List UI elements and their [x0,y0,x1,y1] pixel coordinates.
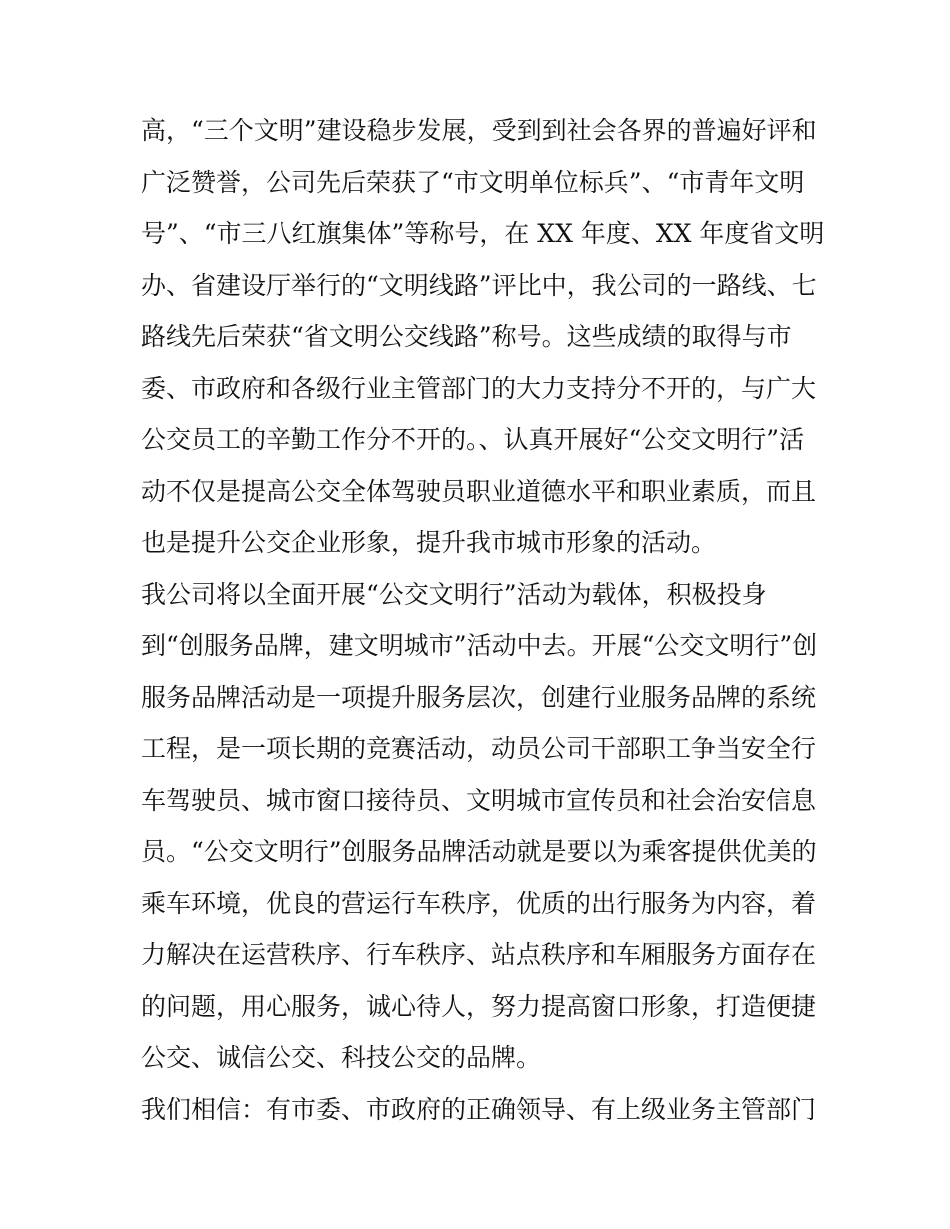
text-line: 力解决在运营秩序、行车秩序、站点秩序和车厢服务方面存在 [141,940,817,969]
text-line: 也是提升公交企业形象，提升我市城市形象的活动。 [141,528,717,557]
text-line: 工程，是一项长期的竞赛活动，动员公司干部职工争当安全行 [141,734,817,763]
text-line: 公交、诚信公交、科技公交的品牌。 [141,1043,542,1072]
text-line: 动不仅是提高公交全体驾驶员职业道德水平和职业素质，而且 [141,476,817,506]
text-line: 到“创服务品牌，建文明城市”活动中去。开展“公交文明行”创 [141,631,818,660]
text-line: 广泛赞誉，公司先后荣获了“市文明单位标兵”、“市青年文明 [141,167,805,197]
text-line: 的问题，用心服务，诚心待人，努力提高窗口形象，打造便捷 [141,991,817,1021]
text-line: 路线先后荣获“省文明公交线路”称号。这些成绩的取得与市 [141,322,792,351]
text-line: 我公司将以全面开展“公交文明行”活动为载体，积极投身 [141,579,767,609]
body-text [141,105,825,1135]
text-line: 委、市政府和各级行业主管部门的大力支持分不开的，与广大 [141,373,817,403]
text-line: 车驾驶员、城市窗口接待员、文明城市宣传员和社会治安信息 [141,785,817,815]
text-line: 办、省建设厅举行的“文明线路”评比中，我公司的一路线、七 [141,270,817,300]
text-line: 员。“公交文明行”创服务品牌活动就是要以为乘客提供优美的 [141,837,817,866]
text-line: 公交员工的辛勤工作分不开的。、认真开展好“公交文明行”活 [141,425,805,454]
text-line: 乘车环境，优良的营运行车秩序，优质的出行服务为内容，着 [141,888,817,918]
text-line: 服务品牌活动是一项提升服务层次，创建行业服务品牌的系统 [141,682,817,712]
text-line: 我们相信：有市委、市政府的正确领导、有上级业务主管部门 [141,1094,817,1124]
text-line: 号”、“市三八红旗集体”等称号，在 XX 年度、XX 年度省文明 [141,219,825,248]
text-line: 高，“三个文明”建设稳步发展，受到到社会各界的普遍好评和 [141,116,817,145]
